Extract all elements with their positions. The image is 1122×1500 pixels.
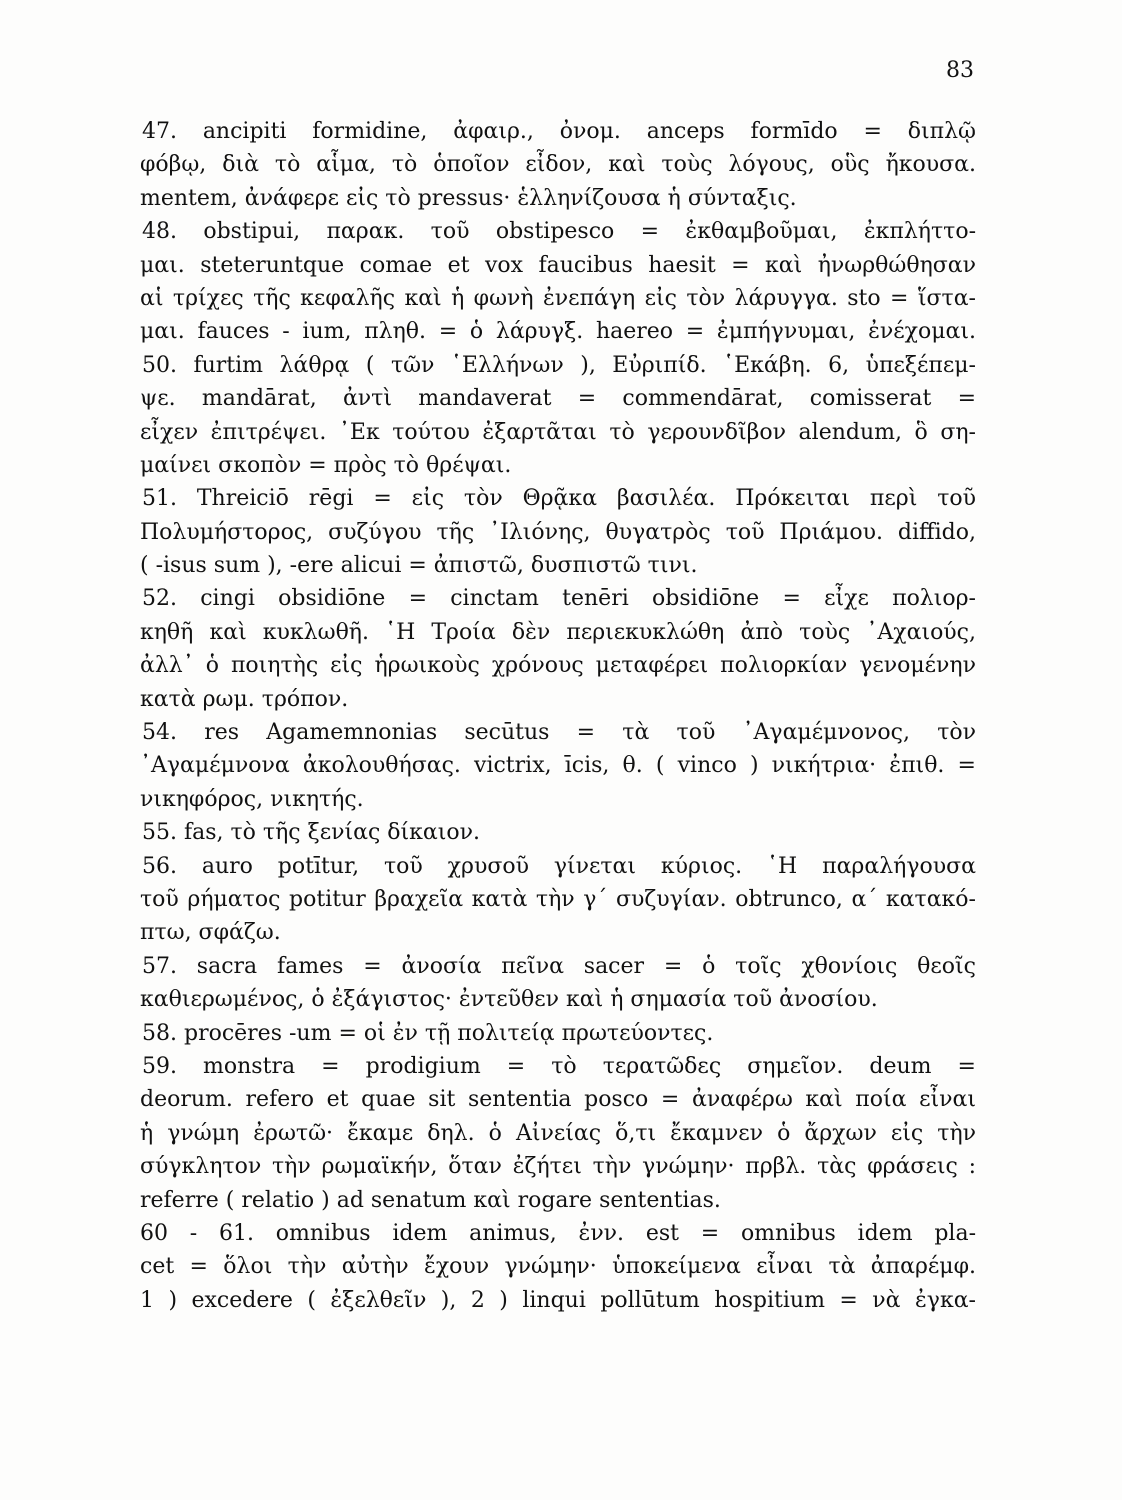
text-line: ( -isus sum ), -ere alicui = ἀπιστῶ, δυσπιστῶ τινι. [140,553,698,579]
text-line: 59. monstra = prodigium = τὸ τερατῶδες σημεῖον. deum = [142,1053,976,1079]
text-line: cet = ὅλοι τὴν αὐτὴν ἔχουν γνώμην· ὑποκείμενα εἶναι τὰ ἀπαρέμφ. [140,1254,976,1280]
text-line: κηθῆ καὶ κυκλωθῆ. ῾Η Τροία δὲν περιεκυκλώθη ἀπὸ τοὺς ᾿Αχαιούς, [140,619,976,645]
text-line: 48. obstipui, παρακ. τοῦ obstipesco = ἐκθαμβοῦμαι, ἐκπλήττο- [142,219,976,245]
text-line: 55. fas, τὸ τῆς ξενίας δίκαιον. [142,820,480,846]
text-line: αἱ τρίχες τῆς κεφαλῆς καὶ ἡ φωνὴ ἐνεπάγη εἰς τὸν λάρυγγα. sto = ἵστα- [140,285,976,311]
text-line: κατὰ ρωμ. τρόπον. [140,686,349,712]
text-line: 56. auro potītur, τοῦ χρυσοῦ γίνεται κύριος. ῾Η παραλήγουσα [142,853,976,879]
text-line: Πολυμήστορος, συζύγου τῆς ᾿Ιλιόνης, θυγατρὸς τοῦ Πριάμου. diffido, [140,519,976,545]
text-line: 50. furtim λάθρᾳ ( τῶν ῾Ελλήνων ), Εὐριπίδ. ῾Εκάβη. 6, ὑπεξέπεμ- [142,352,976,378]
text-line: 60 - 61. omnibus idem animus, ἐνν. est = omnibus idem pla- [140,1220,976,1246]
commentary-text [140,115,976,1317]
text-line: mentem, ἀνάφερε εἰς τὸ pressus· ἑλληνίζουσα ἡ σύνταξις. [140,185,797,211]
text-line: σύγκλητον τὴν ρωμαϊκήν, ὅταν ἐζήτει τὴν γνώμην· πρβλ. τὰς φράσεις : [140,1154,976,1180]
text-line: φόβῳ, διὰ τὸ αἷμα, τὸ ὁποῖον εἶδον, καὶ τοὺς λόγους, οὓς ἤκουσα. [140,152,976,178]
text-line: εἶχεν ἐπιτρέψει. ᾿Εκ τούτου ἐξαρτᾶται τὸ γερουνδῖβον alendum, ὃ ση- [140,419,976,445]
text-line: 47. ancipiti formidine, ἀφαιρ., ὀνομ. anceps formīdo = διπλῷ [142,119,976,144]
text-line: πτω, σφάζω. [140,920,281,946]
text-line: μαι. fauces - ium, πληθ. = ὁ λάρυγξ. haereo = ἐμπήγνυμαι, ἐνέχομαι. [140,319,976,345]
text-line: deorum. refero et quae sit sententia posco = ἀναφέρω καὶ ποία εἶναι [140,1087,976,1113]
text-line: ἀλλ᾿ ὁ ποιητὴς εἰς ἡρωικοὺς χρόνους μεταφέρει πολιορκίαν γενομένην [140,653,976,679]
text-line: μαι. steteruntque comae et vox faucibus haesit = καὶ ἠνωρθώθησαν [140,252,976,278]
text-line: 52. cingi obsidiōne = cinctam tenēri obsidiōne = εἶχε πολιορ- [142,586,976,612]
page-number: 83 [946,58,974,83]
text-line: καθιερωμένος, ὁ ἐξάγιστος· ἐντεῦθεν καὶ ἡ σημασία τοῦ ἀνοσίου. [140,987,878,1013]
text-line: μαίνει σκοπὸν = πρὸς τὸ θρέψαι. [140,452,512,478]
text-line: νικηφόρος, νικητής. [140,786,364,812]
text-line: ψε. mandārat, ἀντὶ mandaverat = commendārat, comisserat = [140,386,976,412]
text-line: ἡ γνώμη ἐρωτῶ· ἔκαμε δηλ. ὁ Αἰνείας ὅ,τι ἔκαμνεν ὁ ἄρχων εἰς τὴν [140,1120,976,1146]
text-line: 51. Threiciō rēgi = εἰς τὸν Θρᾷκα βασιλέα. Πρόκειται περὶ τοῦ [142,486,976,512]
text-line: ᾿Αγαμέμνονα ἀκολουθήσας. victrix, īcis, θ. ( vinco ) νικήτρια· ἐπιθ. = [140,753,976,779]
text-line: 54. res Agamemnonias secūtus = τὰ τοῦ ᾿Αγαμέμνονος, τὸν [142,720,976,746]
text-line: 1 ) excedere ( ἐξελθεῖν ), 2 ) linqui pollūtum hospitium = νὰ ἐγκα- [140,1287,976,1313]
text-line: referre ( relatio ) ad senatum καὶ rogare sententias. [140,1187,721,1213]
text-line: 58. procēres -um = οἱ ἐν τῇ πολιτείᾳ πρωτεύοντες. [142,1020,714,1046]
text-line: 57. sacra fames = ἀνοσία πεῖνα sacer = ὁ τοῖς χθονίοις θεοῖς [142,953,976,979]
text-line: τοῦ ρήματος potitur βραχεῖα κατὰ τὴν γ΄ συζυγίαν. obtrunco, α΄ κατακό- [140,886,976,912]
